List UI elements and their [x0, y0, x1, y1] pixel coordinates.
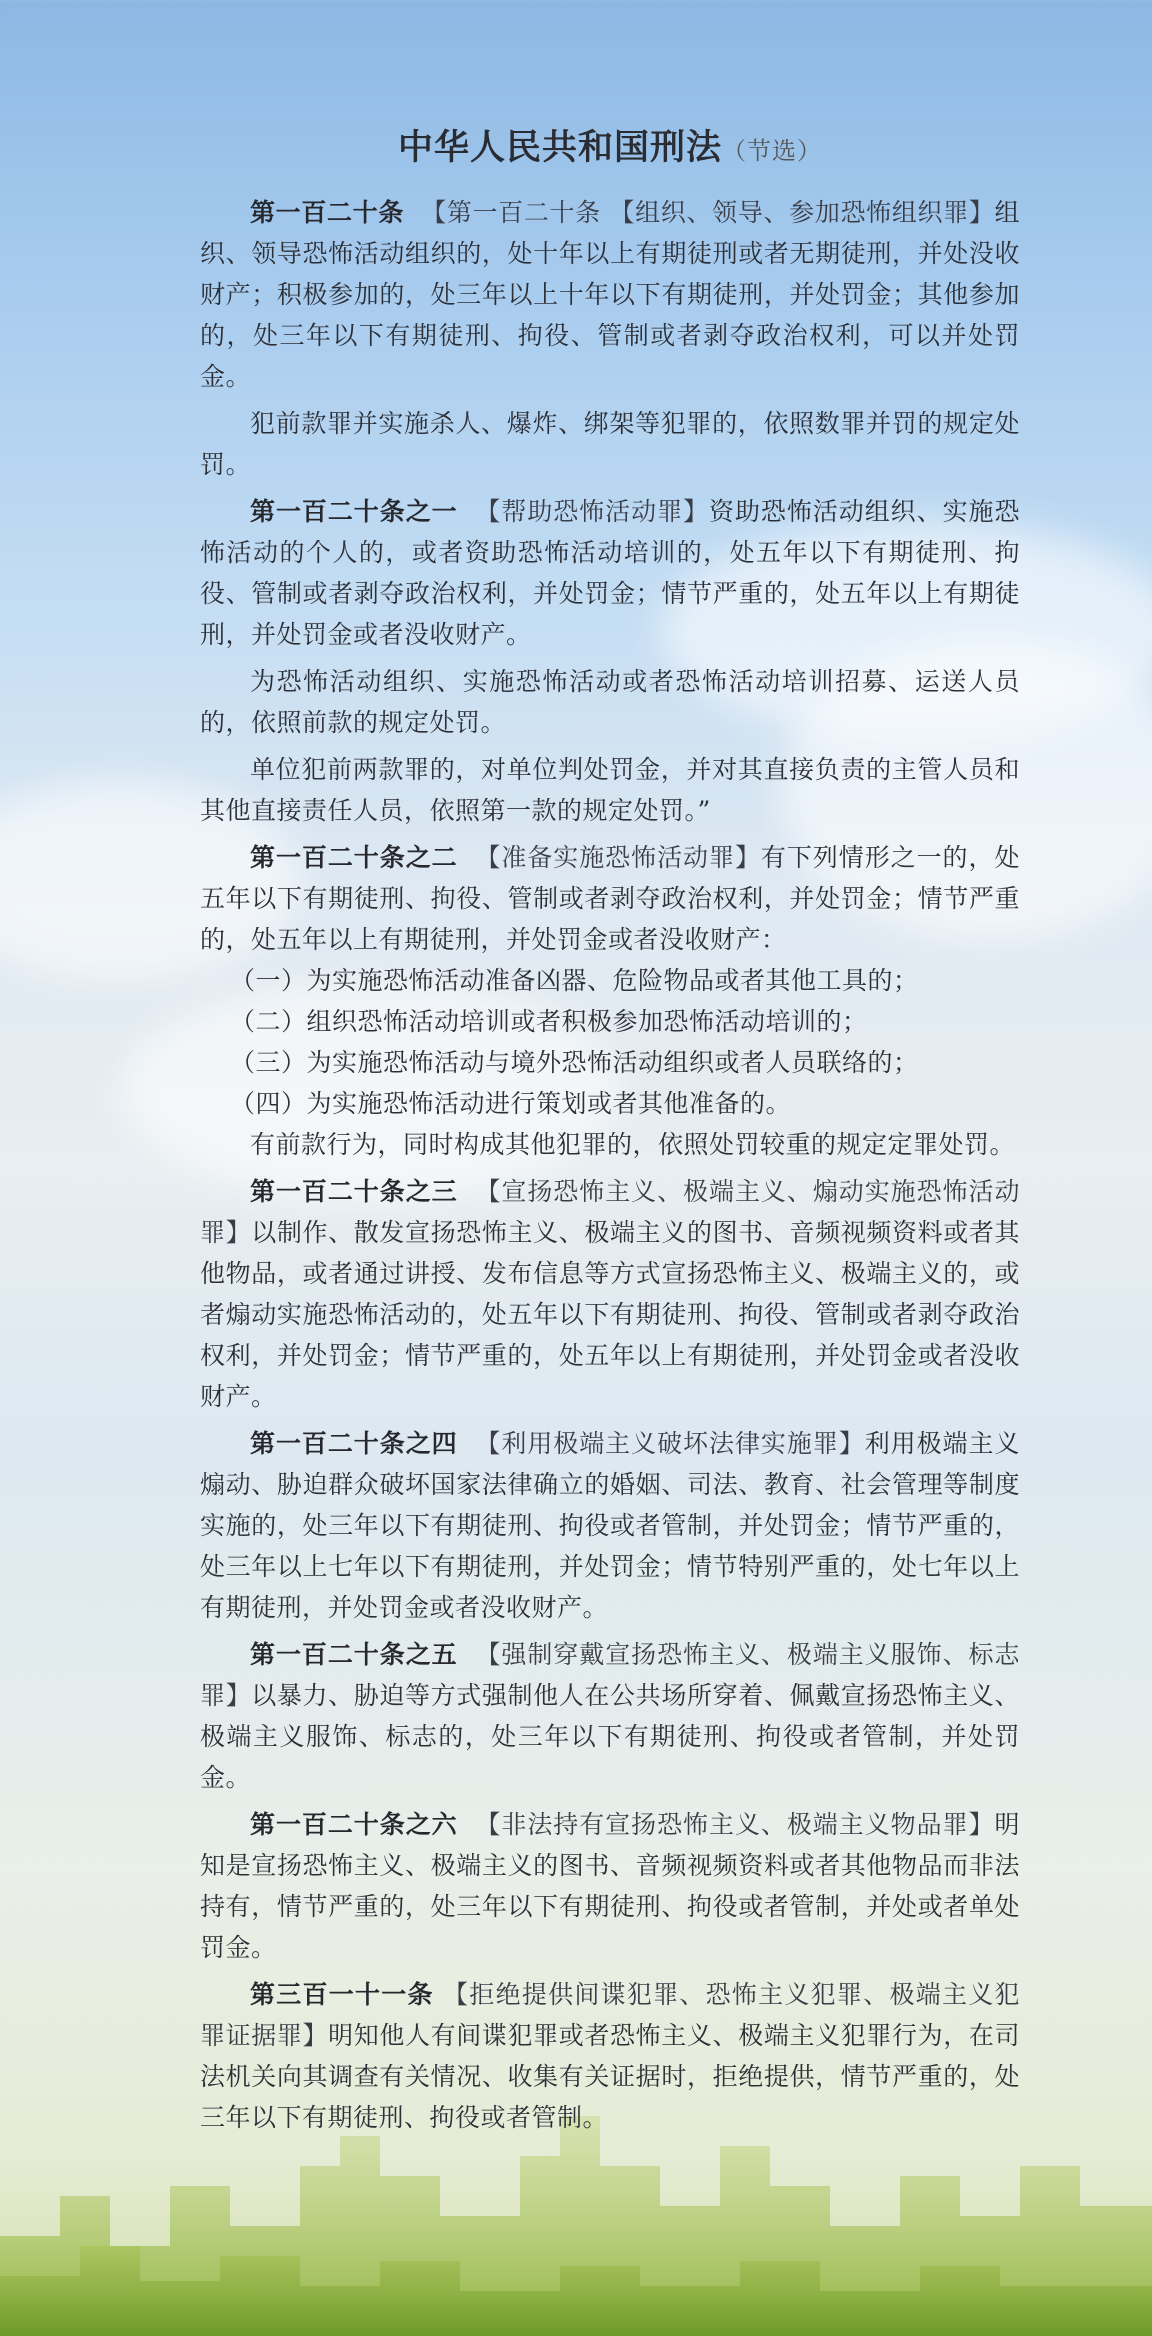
article-text: 明知是宣扬恐怖主义、极端主义的图书、音频视频资料或者其他物品而非法持有，情节严重的，处三年以下有期徒刑、拘役或者管制，并处或者单处罚金。 [200, 1810, 1020, 1962]
article-120-6 [200, 1804, 1020, 1968]
title-subtitle: （节选） [722, 137, 822, 165]
paragraph-text: 单位犯前两款罪的，对单位判处罚金，并对其直接负责的主管人员和其他直接责任人员，依照第一款的规定处罚。” [200, 755, 1020, 825]
article-120-2 [200, 837, 1020, 960]
crime-name: 【拒绝提供间谍犯罪、恐怖主义犯罪、极端主义犯罪证据罪】 [200, 1980, 1020, 2050]
article-number: 第一百二十条之四 [250, 1429, 458, 1458]
article-120-5 [200, 1634, 1020, 1798]
crime-name: 【宣扬恐怖主义、极端主义、煽动实施恐怖活动罪】 [200, 1177, 1020, 1247]
law-excerpt-document [200, 120, 1020, 2138]
crime-name: 【利用极端主义破坏法律实施罪】 [475, 1429, 865, 1458]
article-text: 明知他人有间谍犯罪或者恐怖主义、极端主义犯罪行为，在司法机关向其调查有关情况、收集有关证据时，拒绝提供，情节严重的，处三年以下有期徒刑、拘役或者管制。 [200, 2021, 1020, 2132]
title-text: 中华人民共和国刑法 [397, 127, 722, 168]
list-item: （一）为实施恐怖活动准备凶器、危险物品或者其他工具的； [230, 966, 919, 995]
article-120 [200, 192, 1020, 397]
article-120-4 [200, 1423, 1020, 1628]
article-number: 第一百二十条之二 [250, 843, 458, 872]
paragraph-text: 有前款行为，同时构成其他犯罪的，依照处罚较重的规定定罪处罚。 [250, 1130, 1016, 1159]
article-text: 资助恐怖活动组织、实施恐怖活动的个人的，或者资助恐怖活动培训的，处五年以下有期徒刑、拘役、管制或者剥夺政治权利，并处罚金；情节严重的，处五年以上有期徒刑，并处罚金或者没收财产。 [200, 497, 1020, 649]
article-text: 以制作、散发宣扬恐怖主义、极端主义的图书、音频视频资料或者其他物品，或者通过讲授、发布信息等方式宣扬恐怖主义、极端主义的，或者煽动实施恐怖活动的，处五年以下有期徒刑、拘役、管制或者剥夺政治权利，并处罚金；情节严重的，处五年以上有期徒刑，并处罚金或者没收财产。 [200, 1218, 1020, 1411]
article-120-1 [200, 491, 1020, 655]
article-text: 组织、领导恐怖活动组织的，处十年以上有期徒刑或者无期徒刑，并处没收财产；积极参加的，处三年以上十年以下有期徒刑，并处罚金；其他参加的，处三年以下有期徒刑、拘役、管制或者剥夺政治权利，可以并处罚金。 [200, 198, 1020, 391]
article-number: 第一百二十条之五 [250, 1640, 458, 1669]
paragraph-text: 为恐怖活动组织、实施恐怖活动或者恐怖活动培训招募、运送人员的，依照前款的规定处罚。 [200, 667, 1020, 737]
article-text: 以暴力、胁迫等方式强制他人在公共场所穿着、佩戴宣扬恐怖主义、极端主义服饰、标志的，处三年以下有期徒刑、拘役或者管制，并处罚金。 [200, 1681, 1020, 1792]
crime-name: 【帮助恐怖活动罪】 [475, 497, 709, 526]
paragraph-text: 犯前款罪并实施杀人、爆炸、绑架等犯罪的，依照数罪并罚的规定处罚。 [200, 409, 1020, 479]
crime-name: 【准备实施恐怖活动罪】 [475, 843, 761, 872]
list-item: （四）为实施恐怖活动进行策划或者其他准备的。 [230, 1089, 792, 1118]
crime-name: 【第一百二十条 【组织、领导、参加恐怖组织罪】 [421, 198, 995, 227]
crime-name: 【非法持有宣扬恐怖主义、极端主义物品罪】 [475, 1810, 995, 1839]
article-120-3 [200, 1171, 1020, 1417]
article-text: 利用极端主义煽动、胁迫群众破坏国家法律确立的婚姻、司法、教育、社会管理等制度实施的，处三年以下有期徒刑、拘役或者管制，并处罚金；情节严重的，处三年以上七年以下有期徒刑，并处罚金；情节特别严重的，处七年以上有期徒刑，并处罚金或者没收财产。 [200, 1429, 1020, 1622]
article-number: 第一百二十条之一 [250, 497, 458, 526]
article-number: 第一百二十条 [250, 198, 404, 227]
list-item: （三）为实施恐怖活动与境外恐怖活动组织或者人员联络的； [230, 1048, 919, 1077]
article-number: 第一百二十条之三 [250, 1177, 458, 1206]
article-number: 第一百二十条之六 [250, 1810, 458, 1839]
article-number: 第三百一十一条 [250, 1980, 434, 2009]
document-title [200, 120, 1020, 170]
crime-name: 【强制穿戴宣扬恐怖主义、极端主义服饰、标志罪】 [200, 1640, 1020, 1710]
list-item: （二）组织恐怖活动培训或者积极参加恐怖活动培训的； [230, 1007, 868, 1036]
article-311 [200, 1974, 1020, 2138]
article-text: 有下列情形之一的，处五年以下有期徒刑、拘役、管制或者剥夺政治权利，并处罚金；情节严重的，处五年以上有期徒刑，并处罚金或者没收财产： [200, 843, 1020, 954]
